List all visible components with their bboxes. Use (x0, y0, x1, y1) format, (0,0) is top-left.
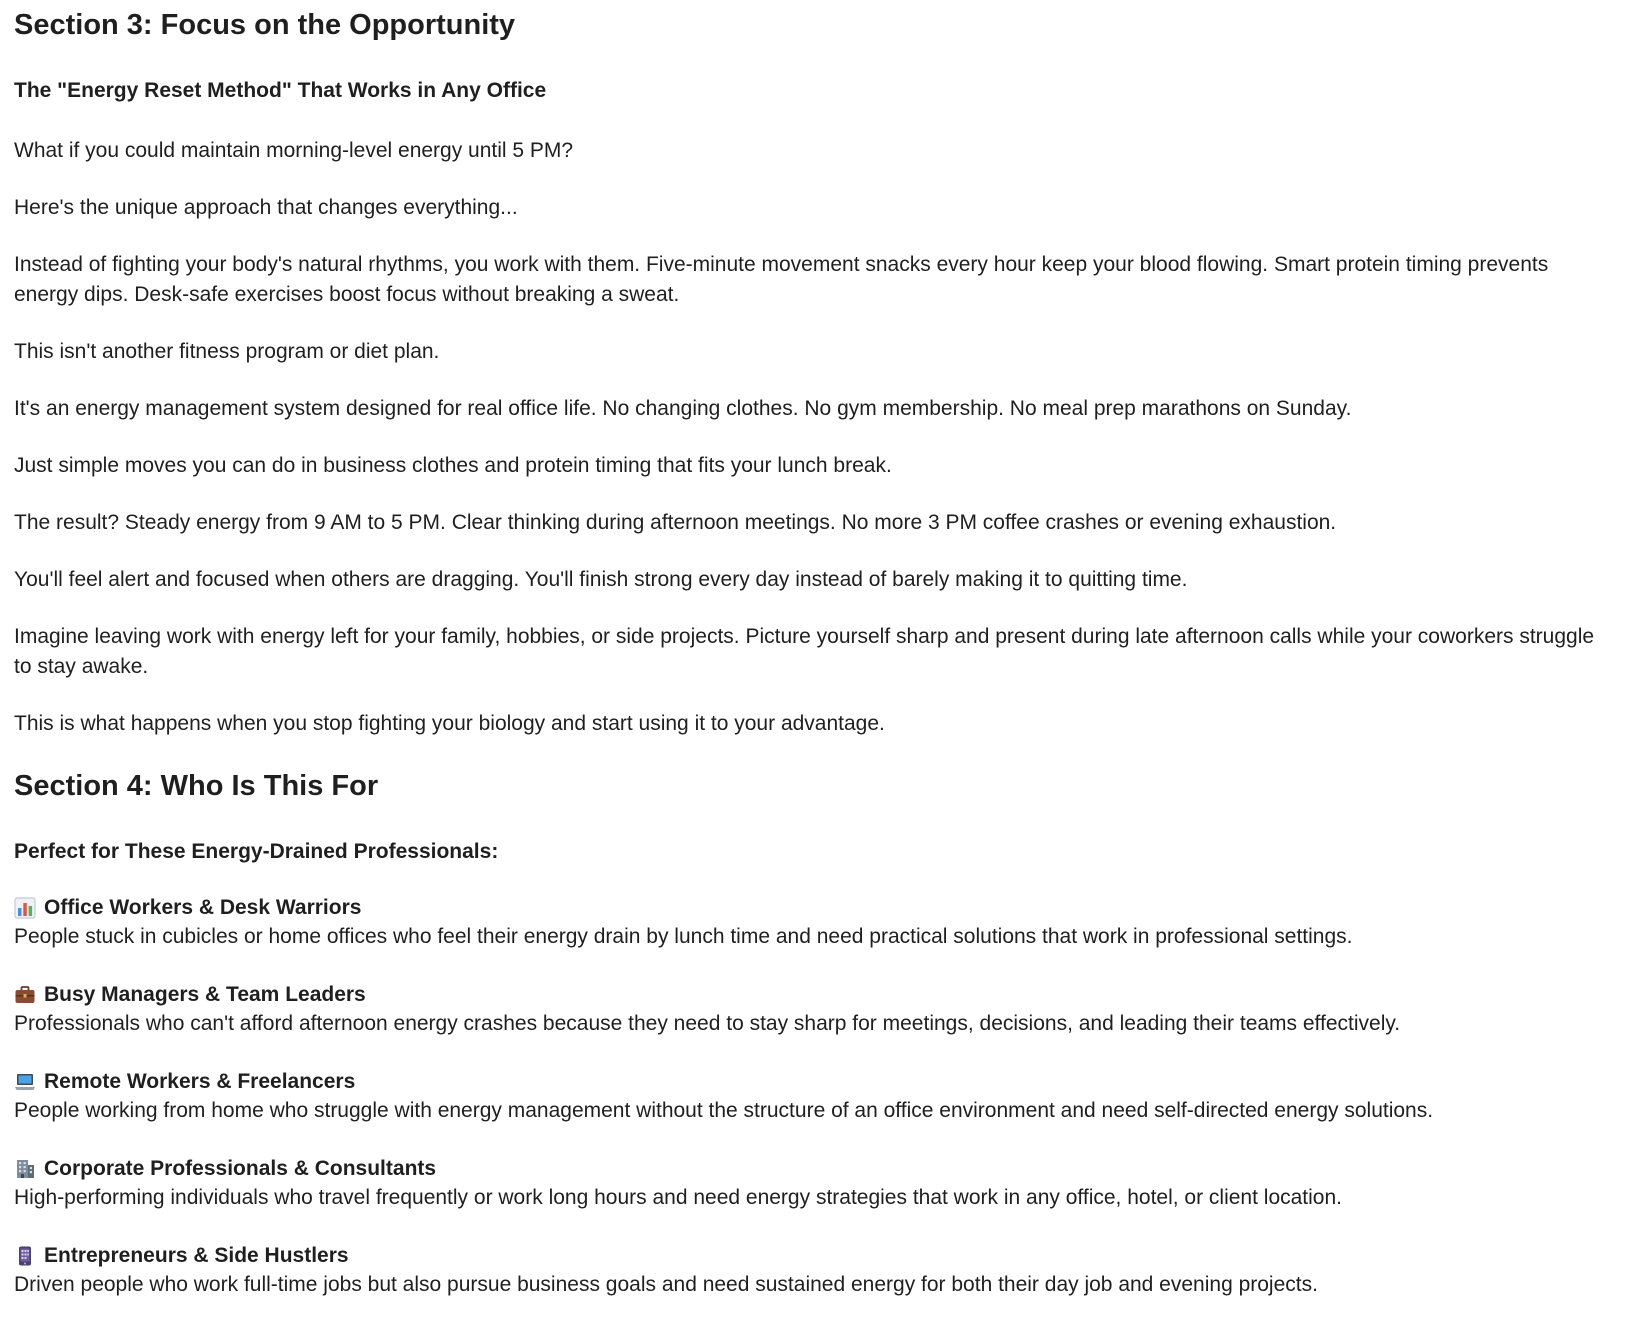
audience-item (14, 1242, 1614, 1300)
paragraph: What if you could maintain morning-level energy until 5 PM? (14, 139, 574, 163)
paragraph: This is what happens when you stop fighting your biology and start using it to your advantage. (14, 712, 885, 736)
section-3-title: Section 3: Focus on the Opportunity (14, 9, 516, 41)
audience-item (14, 1068, 1614, 1126)
audience-heading-row (14, 1242, 1614, 1270)
audience-list (14, 894, 1614, 1300)
paragraph: Imagine leaving work with energy left for your family, hobbies, or side projects. Picture yourself sharp and present during late afternoon calls while your coworkers struggle to stay awake. (14, 625, 1595, 679)
laptop-icon (14, 1071, 36, 1093)
audience-item (14, 894, 1614, 952)
office-building-icon (14, 1158, 36, 1180)
audience-heading: Busy Managers & Team Leaders (44, 983, 366, 1007)
audience-heading-row (14, 894, 1614, 922)
audience-description: People stuck in cubicles or home offices who feel their energy drain by lunch time and need practical solutions that work in professional settings. (14, 925, 1353, 949)
audience-heading: Office Workers & Desk Warriors (44, 896, 362, 920)
audience-heading-row (14, 1155, 1614, 1183)
paragraph: This isn't another fitness program or diet plan. (14, 340, 440, 364)
section-4-title: Section 4: Who Is This For (14, 770, 379, 803)
section-3-subtitle: The "Energy Reset Method" That Works in Any Office (14, 78, 547, 102)
section-4-subtitle: Perfect for These Energy-Drained Professionals: (14, 839, 499, 863)
audience-heading: Corporate Professionals & Consultants (44, 1157, 437, 1181)
audience-description: Driven people who work full-time jobs but also pursue business goals and need sustained energy for both their day job and evening projects. (14, 1273, 1318, 1297)
audience-item (14, 981, 1614, 1039)
briefcase-icon (14, 984, 36, 1006)
paragraph: Just simple moves you can do in business clothes and protein timing that fits your lunch break. (14, 454, 892, 478)
audience-heading: Remote Workers & Freelancers (44, 1070, 356, 1094)
audience-heading: Entrepreneurs & Side Hustlers (44, 1244, 349, 1268)
paragraph: The result? Steady energy from 9 AM to 5 PM. Clear thinking during afternoon meetings. No more 3 PM coffee crashes or evening exhaustion. (14, 511, 1337, 535)
paragraph: It's an energy management system designed for real office life. No changing clothes. No gym membership. No meal prep marathons on Sunday. (14, 397, 1352, 421)
audience-description: High-performing individuals who travel frequently or work long hours and need energy strategies that work in any office, hotel, or client location. (14, 1186, 1342, 1210)
audience-heading-row (14, 981, 1614, 1009)
audience-description: Professionals who can't afford afternoon energy crashes because they need to stay sharp for meetings, decisions, and leading their teams effectively. (14, 1012, 1401, 1036)
audience-description: People working from home who struggle with energy management without the structure of an office environment and need self-directed energy solutions. (14, 1099, 1434, 1123)
mobile-phone-icon (14, 1245, 36, 1267)
section-3-paragraphs (14, 136, 1614, 739)
paragraph: Instead of fighting your body's natural rhythms, you work with them. Five-minute movement snacks every hour keep your blood flowing. Smart protein timing prevents energy dips. Desk-safe exercises boost focus without breaking a sweat. (14, 253, 1549, 307)
bar-chart-icon (14, 897, 36, 919)
paragraph: Here's the unique approach that changes everything... (14, 196, 518, 220)
audience-item (14, 1155, 1614, 1213)
paragraph: You'll feel alert and focused when others are dragging. You'll finish strong every day instead of barely making it to quitting time. (14, 568, 1188, 592)
audience-heading-row (14, 1068, 1614, 1096)
